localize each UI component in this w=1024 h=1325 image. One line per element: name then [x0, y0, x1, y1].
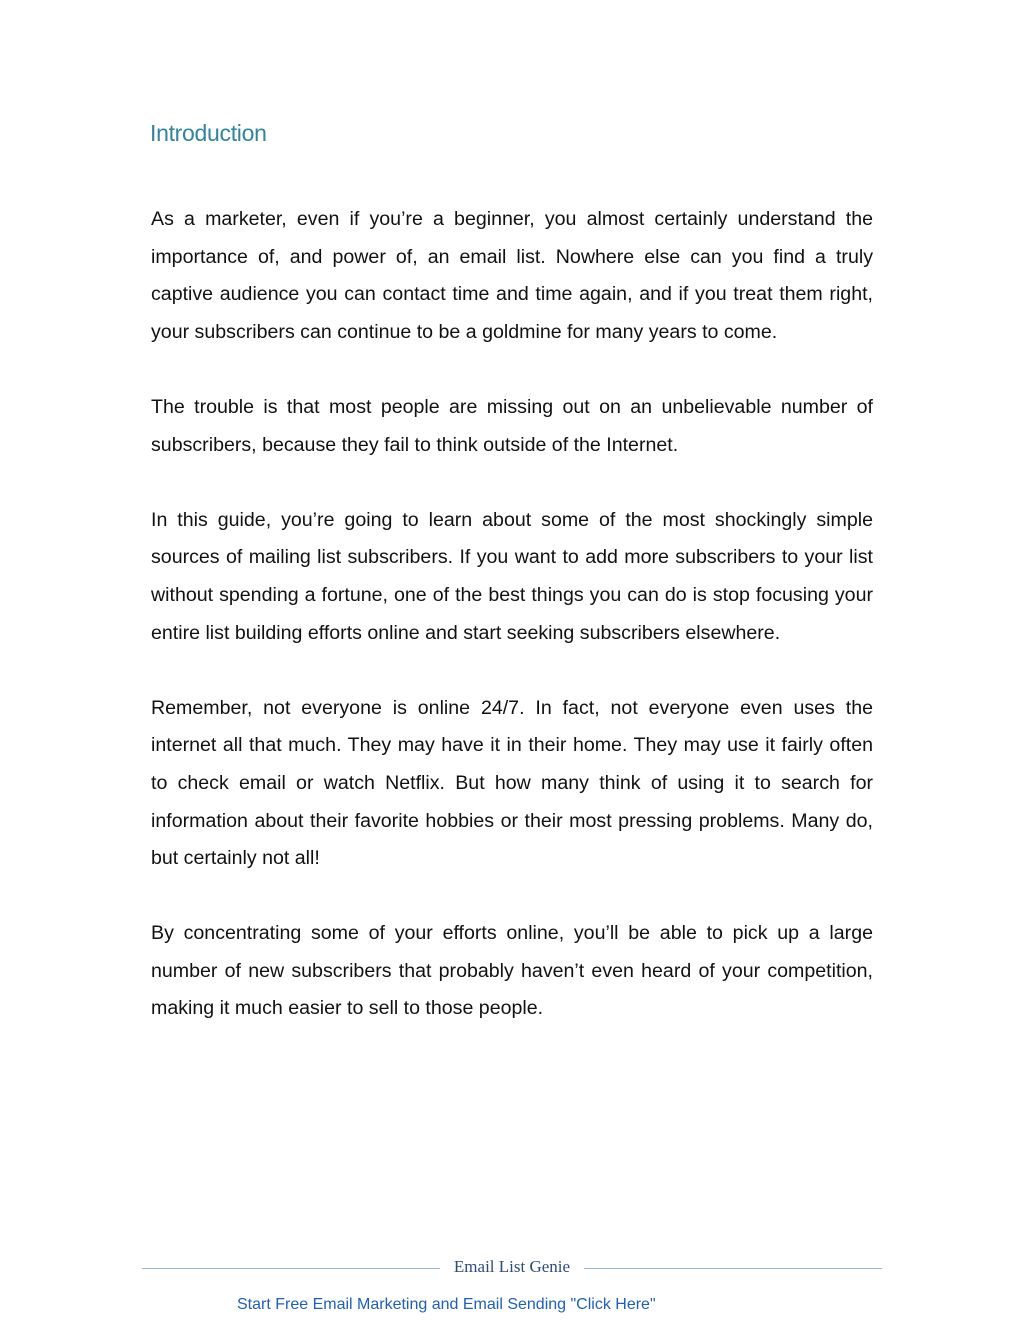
body-text	[151, 201, 873, 1066]
paragraph: The trouble is that most people are missing out on an unbelievable number of subscribers, because they fail to think outside of the Internet.	[151, 395, 873, 456]
paragraph: In this guide, you’re going to learn about some of the most shockingly simple sources of mailing list subscribers. If you want to add more subscribers to your list without spending a fortune, one of the best things you can do is stop focusing your entire list building efforts online and start seeking subscribers elsewhere.	[151, 508, 873, 644]
section-heading: Introduction	[150, 120, 267, 146]
paragraph: By concentrating some of your efforts online, you’ll be able to pick up a large number of new subscribers that probably haven’t even heard of your competition, making it much easier to sell to those people.	[151, 922, 873, 1020]
footer-divider-left	[142, 1268, 440, 1269]
footer-promo-link[interactable]: Start Free Email Marketing and Email Sending "Click Here"	[237, 1296, 656, 1313]
paragraph: Remember, not everyone is online 24/7. In fact, not everyone even uses the internet all that much. They may have it in their home. They may use it fairly often to check email or watch Netflix. But how many think of using it to search for information about their favorite hobbies or their most pressing problems. Many do, but certainly not all!	[151, 696, 873, 870]
paragraph: As a marketer, even if you’re a beginner, you almost certainly understand the importance of, and power of, an email list. Nowhere else can you find a truly captive audience you can contact time and time again, and if you treat them right, your subscribers can continue to be a goldmine for many years to come.	[151, 208, 873, 343]
footer-divider-right	[584, 1268, 882, 1269]
footer-title: Email List Genie	[453, 1257, 571, 1276]
